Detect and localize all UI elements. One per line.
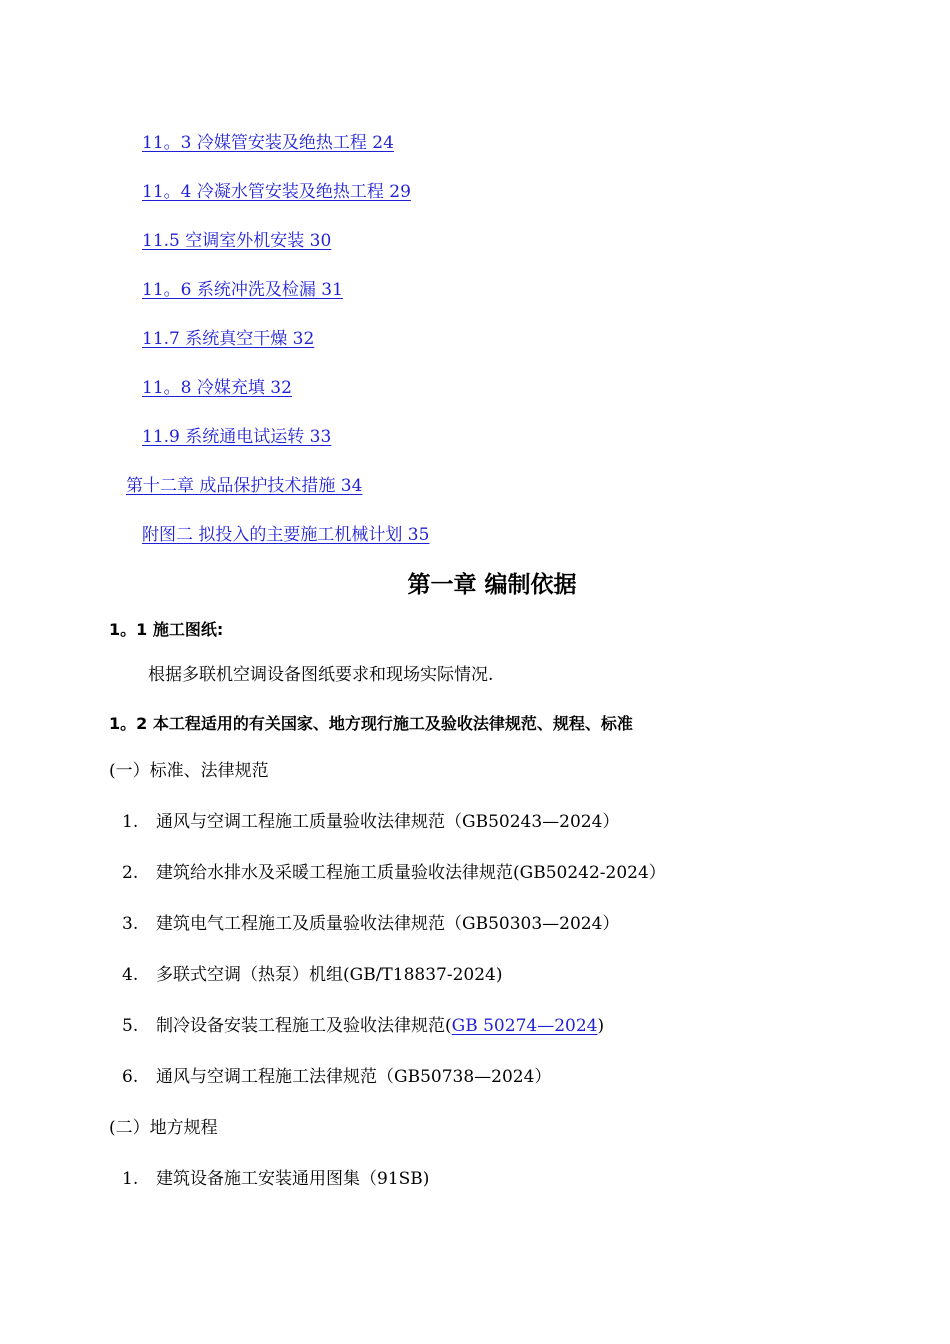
toc-link-chapter-12[interactable]: 第十二章 成品保护技术措施 34 xyxy=(126,476,363,496)
group-title-standards: (一）标准、法律规范 xyxy=(109,761,269,781)
list-item-number: 1. xyxy=(122,1169,139,1189)
list-item-text-end: ) xyxy=(597,1016,605,1036)
chapter-title: 第一章 编制依据 xyxy=(407,572,577,598)
list-item-number: 6. xyxy=(122,1067,139,1087)
toc-link-11-3[interactable]: 11。3 冷媒管安装及绝热工程 24 xyxy=(142,133,394,153)
toc-link-11-9[interactable]: 11.9 系统通电试运转 33 xyxy=(142,427,332,447)
toc-link-appendix-2[interactable]: 附图二 拟投入的主要施工机械计划 35 xyxy=(142,525,430,545)
list-item-text: 多联式空调（热泵）机组(GB/T18837-2024) xyxy=(156,965,503,985)
group-title-local: (二）地方规程 xyxy=(109,1118,218,1138)
list-item xyxy=(122,807,619,832)
list-item xyxy=(122,858,666,883)
list-item xyxy=(122,1164,429,1189)
list-item-text: 建筑电气工程施工及质量验收法律规范（GB50303—2024） xyxy=(156,914,620,934)
section-heading-1-2: 1。2 本工程适用的有关国家、地方现行施工及验收法律规范、规程、标准 xyxy=(109,714,633,733)
list-item-number: 3. xyxy=(122,914,139,934)
list-item-text: 通风与空调工程施工质量验收法律规范（GB50243—2024） xyxy=(156,812,620,832)
toc-link-11-6[interactable]: 11。6 系统冲洗及检漏 31 xyxy=(142,280,343,300)
list-item-number: 5. xyxy=(122,1016,139,1036)
list-item xyxy=(122,909,619,934)
list-item-number: 1. xyxy=(122,812,139,832)
toc-link-11-5[interactable]: 11.5 空调室外机安装 30 xyxy=(142,231,332,251)
list-item-text: 制冷设备安装工程施工及验收法律规范( xyxy=(156,1016,452,1036)
list-item-text: 建筑给水排水及采暖工程施工质量验收法律规范(GB50242-2024） xyxy=(156,863,666,883)
list-item-number: 2. xyxy=(122,863,139,883)
list-item xyxy=(122,1011,604,1036)
list-item-text: 通风与空调工程施工法律规范（GB50738—2024） xyxy=(156,1067,552,1087)
standard-reference-link[interactable]: GB 50274—2024 xyxy=(451,1016,598,1036)
list-item-number: 4. xyxy=(122,965,139,985)
list-item xyxy=(122,960,503,985)
section-1-1-body: 根据多联机空调设备图纸要求和现场实际情况. xyxy=(148,665,494,685)
list-item xyxy=(122,1062,551,1087)
toc-link-11-7[interactable]: 11.7 系统真空干燥 32 xyxy=(142,329,315,349)
list-item-text: 建筑设备施工安装通用图集（91SB) xyxy=(156,1169,430,1189)
toc-link-11-4[interactable]: 11。4 冷凝水管安装及绝热工程 29 xyxy=(142,182,411,202)
toc-link-11-8[interactable]: 11。8 冷媒充填 32 xyxy=(142,378,292,398)
section-heading-1-1: 1。1 施工图纸: xyxy=(109,620,224,639)
